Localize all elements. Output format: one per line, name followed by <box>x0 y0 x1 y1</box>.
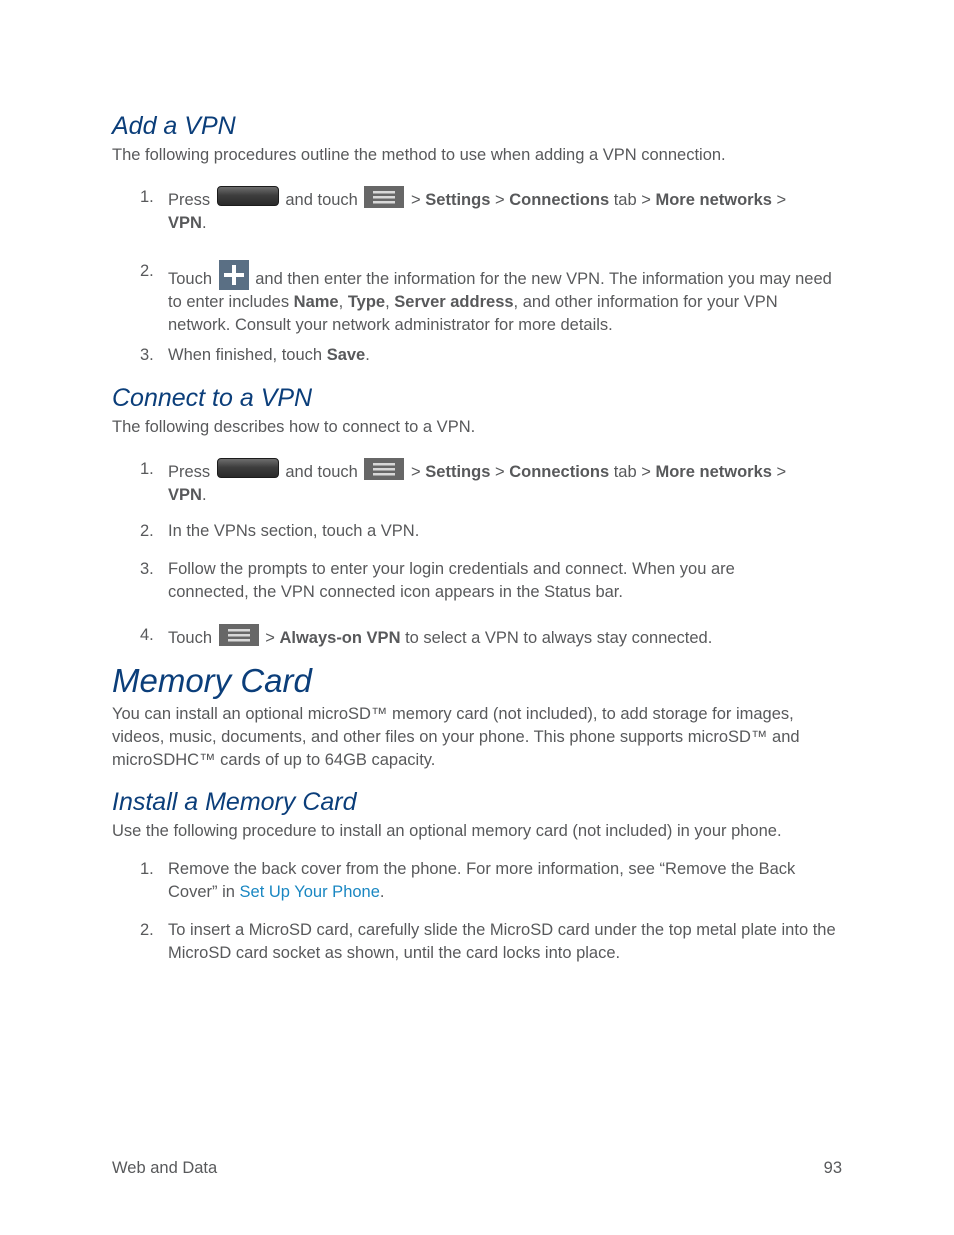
step-text: Press <box>168 463 211 481</box>
name-label: Name <box>293 293 339 311</box>
install-card-heading: Install a Memory Card <box>112 788 357 816</box>
settings-label: Settings <box>425 191 491 209</box>
step-text: Touch <box>168 270 213 288</box>
type-label: Type <box>347 293 386 311</box>
add-vpn-step-1 <box>112 186 842 235</box>
step-text: , <box>385 293 390 311</box>
connect-vpn-step-4 <box>112 624 842 650</box>
always-on-vpn-label: Always-on VPN <box>279 629 401 647</box>
more-networks-label: More networks <box>655 463 772 481</box>
step-number: 4. <box>140 626 154 644</box>
step-text: to select a VPN to always stay connected. <box>405 629 713 647</box>
connect-vpn-step-1-list <box>112 458 842 507</box>
step-number: 2. <box>140 262 154 280</box>
settings-label: Settings <box>425 463 491 481</box>
step-text: > <box>776 191 787 209</box>
step-number: 1. <box>140 860 154 878</box>
connect-vpn-step-2 <box>112 520 842 543</box>
step-text: tab > <box>613 191 651 209</box>
step-text: Follow the prompts to enter your login credentials and connect. When you are connected, the VPN connected icon appears in the Status bar. <box>168 560 735 601</box>
server-address-label: Server address <box>394 293 514 311</box>
add-vpn-intro: The following procedures outline the method to use when adding a VPN connection. <box>112 146 726 164</box>
save-label: Save <box>326 346 366 364</box>
footer-section-title: Web and Data <box>112 1159 218 1177</box>
menu-key-icon <box>219 624 259 646</box>
add-vpn-steps <box>112 186 842 235</box>
page-number: 93 <box>823 1159 842 1177</box>
set-up-your-phone-link[interactable]: Set Up Your Phone <box>239 883 380 901</box>
step-text: Press <box>168 191 211 209</box>
step-text: tab > <box>613 463 651 481</box>
menu-key-icon <box>364 458 404 480</box>
step-text: Touch <box>168 629 213 647</box>
menu-key-icon <box>364 186 404 208</box>
more-networks-label: More networks <box>655 191 772 209</box>
add-vpn-step-3 <box>112 344 842 367</box>
step-number: 3. <box>140 346 154 364</box>
vpn-label: VPN <box>168 214 202 232</box>
connect-vpn-step-1 <box>112 458 842 507</box>
step-number: 1. <box>140 188 154 206</box>
add-vpn-steps-2 <box>112 260 842 337</box>
step-text: In the VPNs section, touch a VPN. <box>168 522 420 540</box>
install-card-intro: Use the following procedure to install an optional memory card (not included) in your phone. <box>112 822 782 840</box>
step-number: 1. <box>140 460 154 478</box>
page-footer <box>112 1158 842 1178</box>
step-text: and touch <box>285 191 358 209</box>
step-text: > <box>494 191 505 209</box>
memory-card-heading: Memory Card <box>112 662 312 699</box>
install-card-step-2 <box>112 919 842 965</box>
step-number: 2. <box>140 921 154 939</box>
connect-vpn-step-3 <box>112 558 842 604</box>
step-text: , and other information for your VPN network. Consult your network administrator for more details. <box>168 293 778 334</box>
install-card-step-2-list <box>112 919 842 965</box>
connect-vpn-intro: The following describes how to connect to a VPN. <box>112 418 476 436</box>
memory-card-intro: You can install an optional microSD™ memory card (not included), to add storage for images, videos, music, documents, and other files on your phone. This phone supports microSD™ and microSDHC™ cards of up to 64GB capacity. <box>112 705 800 769</box>
step-number: 2. <box>140 522 154 540</box>
step-text: > <box>776 463 787 481</box>
vpn-label: VPN <box>168 486 202 504</box>
add-vpn-steps-3 <box>112 344 842 367</box>
add-vpn-heading: Add a VPN <box>112 112 236 140</box>
connect-vpn-step-3-list <box>112 558 842 604</box>
connect-vpn-heading: Connect to a VPN <box>112 384 313 412</box>
step-number: 3. <box>140 560 154 578</box>
step-text: . <box>201 214 207 232</box>
step-text: To insert a MicroSD card, carefully slide the MicroSD card under the top metal plate into the MicroSD card socket as shown, until the card locks into place. <box>168 921 836 962</box>
step-text: . <box>201 486 207 504</box>
connections-label: Connections <box>509 191 610 209</box>
connections-label: Connections <box>509 463 610 481</box>
step-text: > <box>411 191 421 209</box>
step-text: > <box>494 463 505 481</box>
step-text: . <box>379 883 385 901</box>
step-text: . <box>365 346 370 364</box>
step-text: and touch <box>285 463 358 481</box>
add-vpn-step-2 <box>112 260 842 337</box>
step-text: > <box>411 463 421 481</box>
home-key-icon <box>217 186 279 206</box>
step-text: When finished, touch <box>168 346 323 364</box>
install-card-step-1-list <box>112 858 842 904</box>
home-key-icon <box>217 458 279 478</box>
step-text: Remove the back cover from the phone. For more information, see “Remove the Back Cover” in <box>168 860 796 901</box>
connect-vpn-step-2-list <box>112 520 842 543</box>
add-icon <box>219 260 249 290</box>
install-card-step-1 <box>112 858 842 904</box>
step-text: > <box>265 629 275 647</box>
step-text: and then enter the information for the new VPN. The information you may need to enter includes <box>168 270 832 311</box>
step-text: , <box>338 293 344 311</box>
connect-vpn-step-4-list <box>112 624 842 650</box>
